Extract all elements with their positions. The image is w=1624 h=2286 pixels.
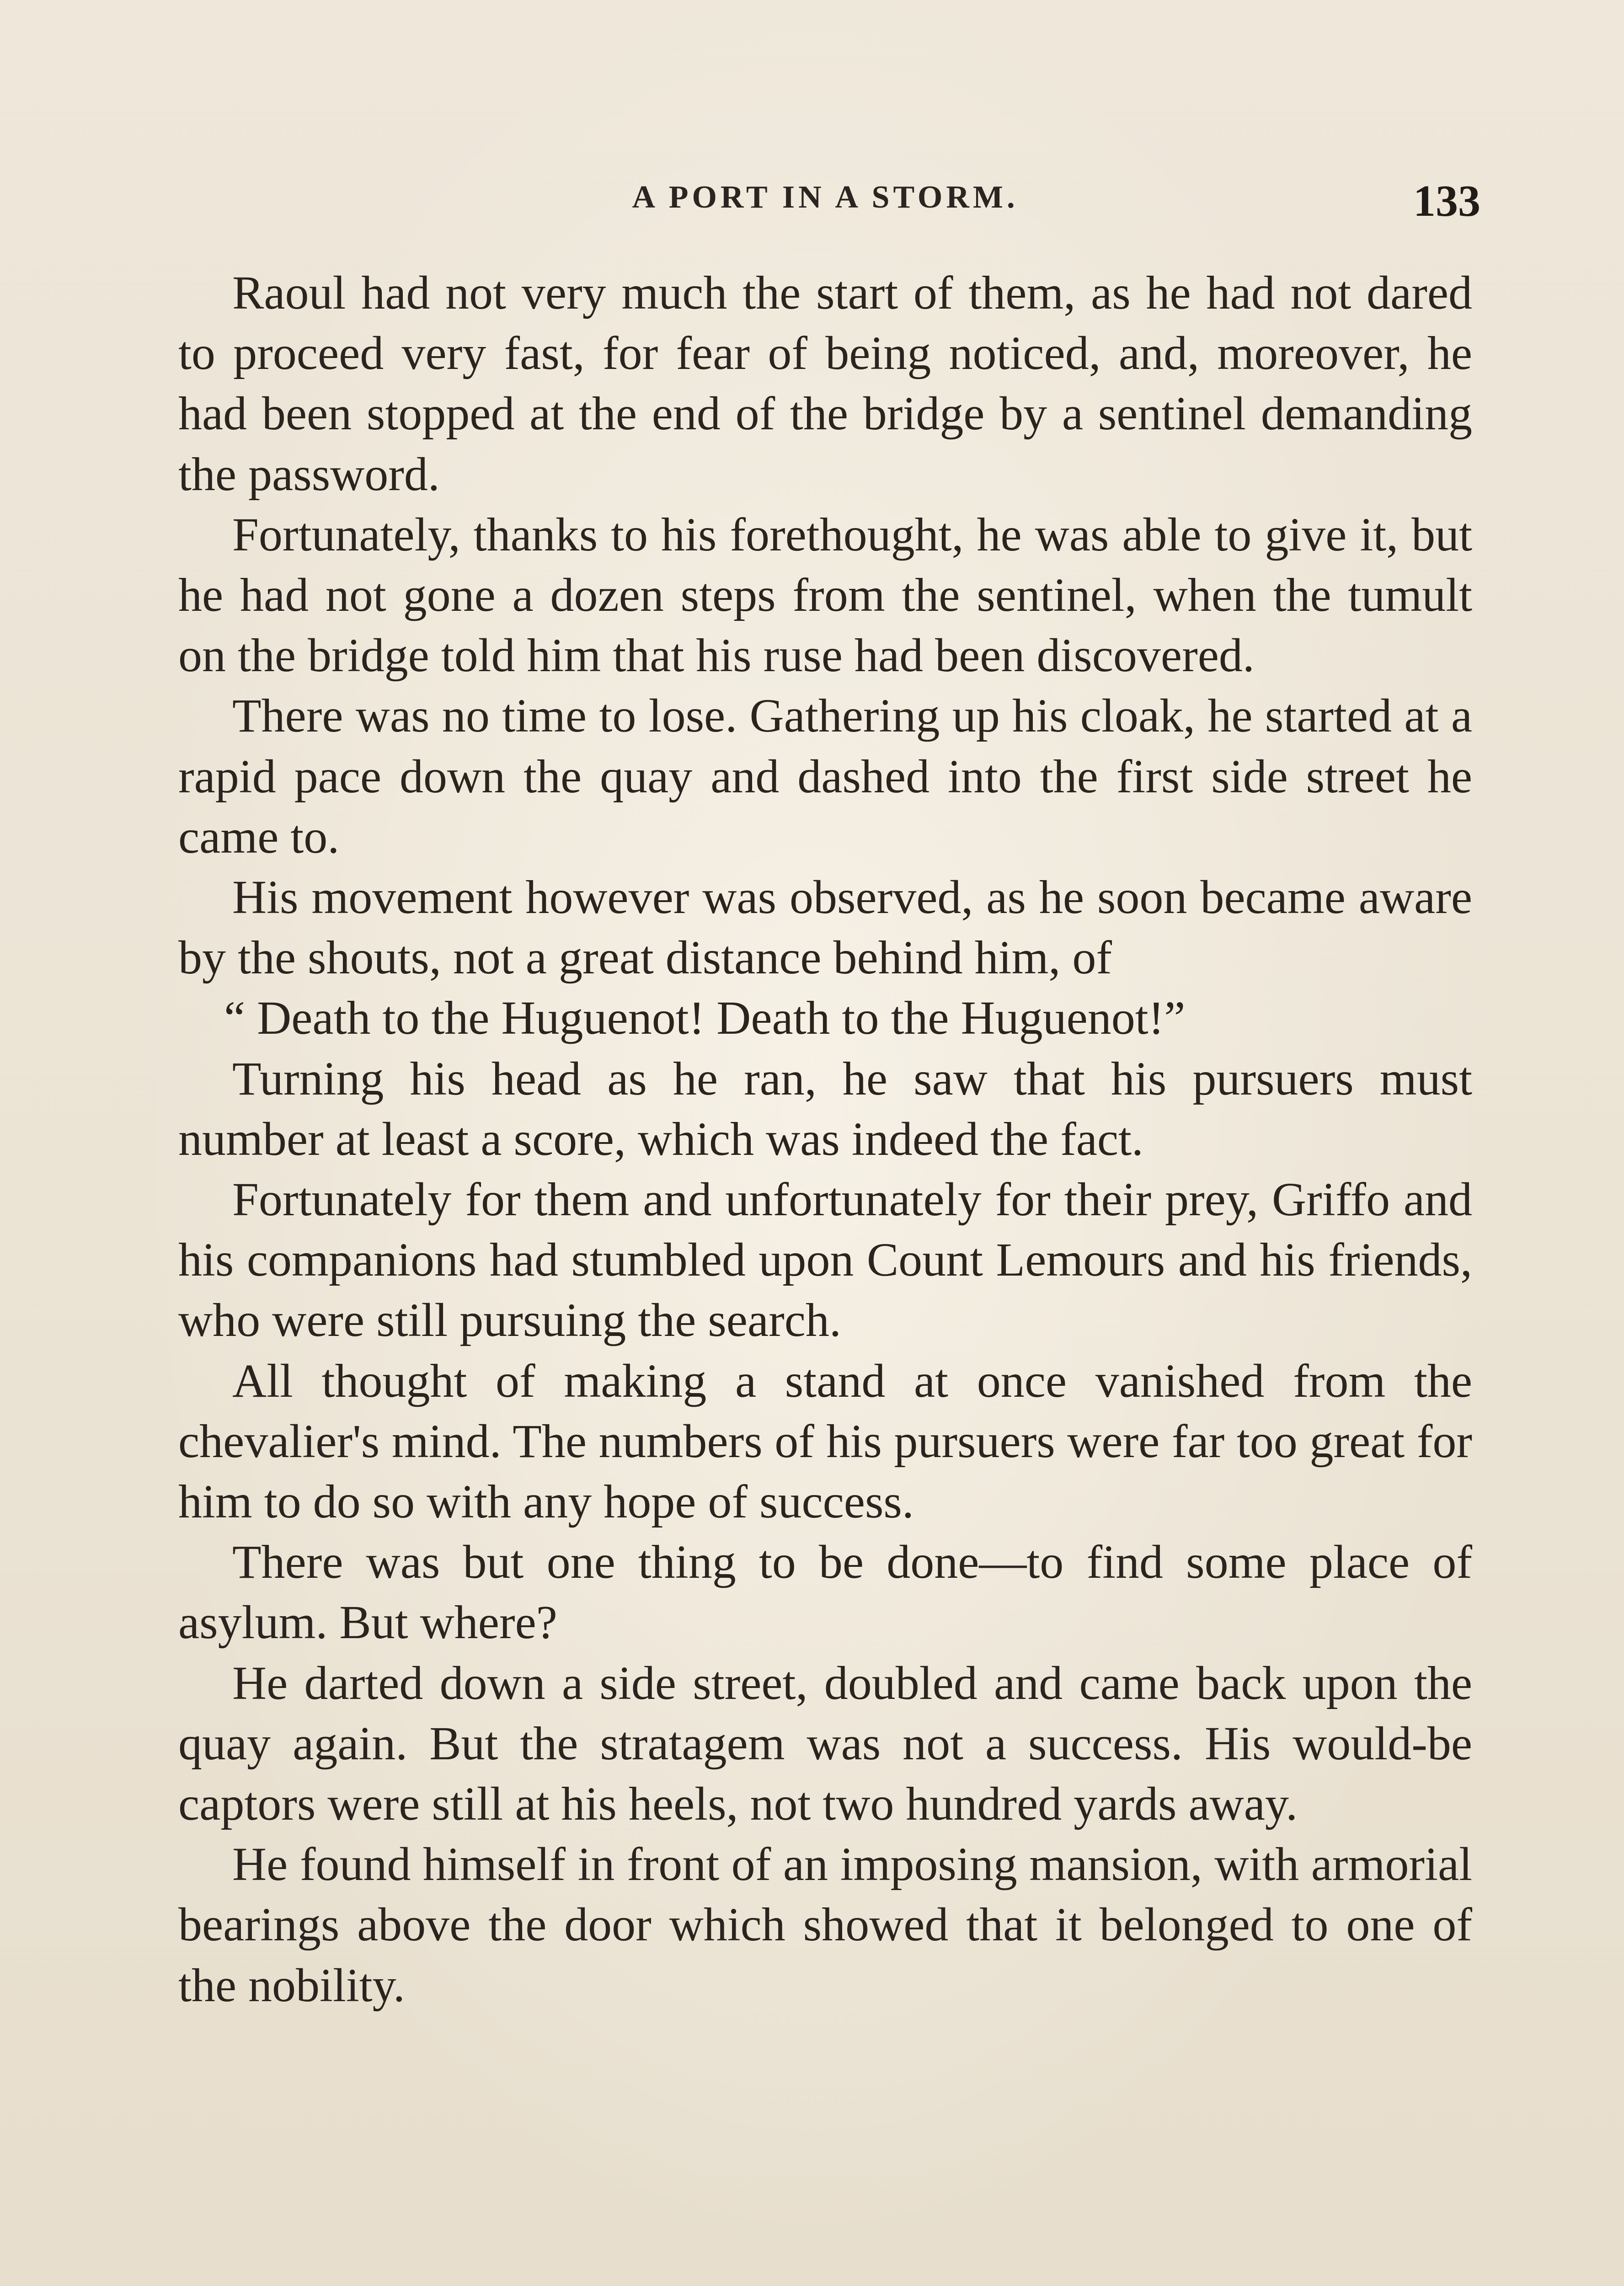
paragraph: There was no time to lose. Gathering up his cloak, he started at a rapid pace down the quay and dashed into the first side street he came to. xyxy=(178,689,1472,863)
paragraph: He found himself in front of an imposing mansion, with armorial bearings above the door which showed that it belonged to one of the nobility. xyxy=(178,1838,1472,2012)
page-number: 133 xyxy=(1413,176,1480,226)
running-title: A PORT IN A STORM. xyxy=(632,180,1019,215)
running-head xyxy=(178,176,1480,239)
paragraph: All thought of making a stand at once vanished from the chevalier's mind. The numbers of his pursuers were far too great for him to do so with any hope of success. xyxy=(178,1354,1472,1528)
paragraph: Raoul had not very much the start of them, as he had not dared to proceed very fast, for fear of being noticed, and, moreover, he had been stopped at the end of the bridge by a sentinel demanding the password. xyxy=(178,267,1472,501)
paragraph: There was but one thing to be done—to find some place of asylum. But where? xyxy=(178,1536,1472,1649)
body-text xyxy=(178,263,1472,2016)
paragraph: Fortunately, thanks to his forethought, he was able to give it, but he had not gone a dozen steps from the sentinel, when the tumult on the bridge told him that his ruse had been discovered. xyxy=(178,508,1472,682)
paragraph: Fortunately for them and unfortunately for their prey, Griffo and his companions had stumbled upon Count Lemours and his friends, who were still pursuing the search. xyxy=(178,1173,1472,1347)
quoted-line: “ Death to the Huguenot! Death to the Huguenot!” xyxy=(224,992,1186,1045)
paragraph: He darted down a side street, doubled and came back upon the quay again. But the stratagem was not a success. His would-be captors were still at his heels, not two hundred yards away. xyxy=(178,1656,1472,1831)
paragraph: Turning his head as he ran, he saw that his pursuers must number at least a score, which was indeed the fact. xyxy=(178,1052,1472,1165)
paragraph: His movement however was observed, as he soon became aware by the shouts, not a great distance behind him, of xyxy=(178,871,1472,984)
